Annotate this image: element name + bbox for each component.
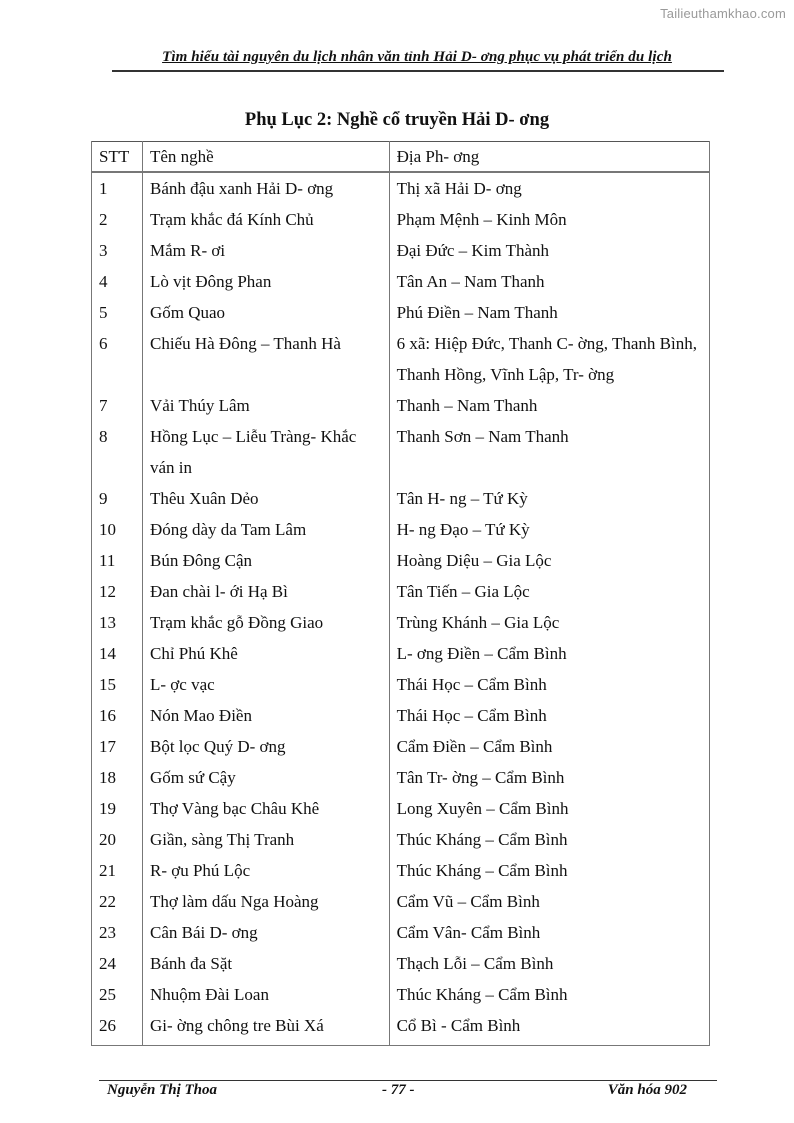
cell-locality: Thái Học – Cẩm Bình bbox=[389, 700, 709, 731]
cell-craft-name: Chỉ Phú Khê bbox=[142, 638, 389, 669]
header-locality: Địa Ph- ơng bbox=[389, 142, 709, 173]
table-row bbox=[92, 855, 710, 886]
footer-rule bbox=[99, 1080, 717, 1081]
cell-locality: Thúc Kháng – Cẩm Bình bbox=[389, 979, 709, 1010]
cell-locality: Cẩm Vân- Cẩm Bình bbox=[389, 917, 709, 948]
table-row bbox=[92, 669, 710, 700]
cell-locality: Trùng Khánh – Gia Lộc bbox=[389, 607, 709, 638]
cell-craft-name: Trạm khắc đá Kính Chủ bbox=[142, 204, 389, 235]
cell-stt: 19 bbox=[92, 793, 143, 824]
cell-locality: Tân Tr- ờng – Cẩm Bình bbox=[389, 762, 709, 793]
cell-stt: 24 bbox=[92, 948, 143, 979]
cell-craft-name: Vải Thúy Lâm bbox=[142, 390, 389, 421]
page-footer bbox=[107, 1082, 687, 1106]
cell-locality: H- ng Đạo – Tứ Kỳ bbox=[389, 514, 709, 545]
cell-stt: 20 bbox=[92, 824, 143, 855]
table-row bbox=[92, 917, 710, 948]
cell-craft-name: Gi- ờng chông tre Bùi Xá bbox=[142, 1010, 389, 1046]
cell-craft-name: Hồng Lục – Liễu Tràng- Khắc ván in bbox=[142, 421, 389, 483]
cell-stt: 17 bbox=[92, 731, 143, 762]
cell-craft-name: Bún Đông Cận bbox=[142, 545, 389, 576]
cell-craft-name: Chiếu Hà Đông – Thanh Hà bbox=[142, 328, 389, 390]
cell-locality: Cẩm Điền – Cẩm Bình bbox=[389, 731, 709, 762]
cell-stt: 10 bbox=[92, 514, 143, 545]
table-row bbox=[92, 576, 710, 607]
cell-stt: 21 bbox=[92, 855, 143, 886]
cell-stt: 14 bbox=[92, 638, 143, 669]
table-header-row bbox=[92, 142, 710, 173]
cell-stt: 1 bbox=[92, 172, 143, 204]
cell-stt: 16 bbox=[92, 700, 143, 731]
cell-stt: 23 bbox=[92, 917, 143, 948]
footer-author: Nguyễn Thị Thoa bbox=[107, 1082, 218, 1098]
cell-stt: 7 bbox=[92, 390, 143, 421]
cell-stt: 9 bbox=[92, 483, 143, 514]
table-row bbox=[92, 483, 710, 514]
table-row bbox=[92, 793, 710, 824]
table-row bbox=[92, 390, 710, 421]
cell-stt: 6 bbox=[92, 328, 143, 390]
cell-craft-name: Trạm khắc gỗ Đồng Giao bbox=[142, 607, 389, 638]
cell-craft-name: Nhuộm Đài Loan bbox=[142, 979, 389, 1010]
cell-locality: L- ơng Điền – Cẩm Bình bbox=[389, 638, 709, 669]
cell-stt: 11 bbox=[92, 545, 143, 576]
cell-craft-name: Bánh đa Sặt bbox=[142, 948, 389, 979]
table-row bbox=[92, 762, 710, 793]
table-row bbox=[92, 235, 710, 266]
table-row bbox=[92, 638, 710, 669]
watermark: Tailieuthamkhao.com bbox=[660, 6, 786, 21]
cell-craft-name: R- ợu Phú Lộc bbox=[142, 855, 389, 886]
table-row bbox=[92, 824, 710, 855]
cell-locality: Tân H- ng – Tứ Kỳ bbox=[389, 483, 709, 514]
cell-craft-name: Giần, sàng Thị Tranh bbox=[142, 824, 389, 855]
table-row bbox=[92, 297, 710, 328]
cell-locality: Thúc Kháng – Cẩm Bình bbox=[389, 855, 709, 886]
cell-stt: 3 bbox=[92, 235, 143, 266]
cell-locality: Phú Điền – Nam Thanh bbox=[389, 297, 709, 328]
cell-stt: 25 bbox=[92, 979, 143, 1010]
table-row bbox=[92, 731, 710, 762]
table-row bbox=[92, 979, 710, 1010]
cell-locality: Thanh Sơn – Nam Thanh bbox=[389, 421, 709, 483]
page-number: - 77 - bbox=[382, 1082, 415, 1098]
cell-craft-name: Cân Bái D- ơng bbox=[142, 917, 389, 948]
table-row bbox=[92, 421, 710, 483]
cell-stt: 5 bbox=[92, 297, 143, 328]
cell-locality: Thị xã Hải D- ơng bbox=[389, 172, 709, 204]
cell-stt: 18 bbox=[92, 762, 143, 793]
cell-craft-name: L- ợc vạc bbox=[142, 669, 389, 700]
cell-locality: Cổ Bì - Cẩm Bình bbox=[389, 1010, 709, 1046]
header-stt: STT bbox=[92, 142, 143, 173]
running-header: Tìm hiểu tài nguyên du lịch nhân văn tỉnh Hải D- ơng phục vụ phát triển du lịch bbox=[162, 49, 672, 65]
cell-stt: 8 bbox=[92, 421, 143, 483]
table-row bbox=[92, 545, 710, 576]
cell-locality: Tân Tiến – Gia Lộc bbox=[389, 576, 709, 607]
table-row bbox=[92, 514, 710, 545]
appendix-title: Phụ Lục 2: Nghề cổ truyền Hải D- ơng bbox=[244, 110, 550, 130]
cell-craft-name: Thêu Xuân Dẻo bbox=[142, 483, 389, 514]
table-row bbox=[92, 948, 710, 979]
cell-locality: Đại Đức – Kim Thành bbox=[389, 235, 709, 266]
cell-craft-name: Lò vịt Đông Phan bbox=[142, 266, 389, 297]
cell-craft-name: Bánh đậu xanh Hải D- ơng bbox=[142, 172, 389, 204]
cell-craft-name: Đóng dày da Tam Lâm bbox=[142, 514, 389, 545]
cell-locality: Cẩm Vũ – Cẩm Bình bbox=[389, 886, 709, 917]
table-row bbox=[92, 1010, 710, 1046]
cell-locality: Phạm Mệnh – Kinh Môn bbox=[389, 204, 709, 235]
cell-locality: Thanh – Nam Thanh bbox=[389, 390, 709, 421]
cell-locality: Hoàng Diệu – Gia Lộc bbox=[389, 545, 709, 576]
cell-stt: 13 bbox=[92, 607, 143, 638]
cell-craft-name: Bột lọc Quý D- ơng bbox=[142, 731, 389, 762]
table-row bbox=[92, 700, 710, 731]
table-row bbox=[92, 886, 710, 917]
cell-locality: Tân An – Nam Thanh bbox=[389, 266, 709, 297]
cell-stt: 26 bbox=[92, 1010, 143, 1046]
table-row bbox=[92, 172, 710, 204]
cell-craft-name: Thợ Vàng bạc Châu Khê bbox=[142, 793, 389, 824]
crafts-table bbox=[91, 141, 710, 1046]
cell-locality: Long Xuyên – Cẩm Bình bbox=[389, 793, 709, 824]
cell-craft-name: Mắm R- ơi bbox=[142, 235, 389, 266]
cell-craft-name: Đan chài l- ới Hạ Bì bbox=[142, 576, 389, 607]
cell-stt: 15 bbox=[92, 669, 143, 700]
cell-stt: 4 bbox=[92, 266, 143, 297]
table-row bbox=[92, 328, 710, 390]
cell-locality: Thạch Lỗi – Cẩm Bình bbox=[389, 948, 709, 979]
table-row bbox=[92, 204, 710, 235]
cell-stt: 2 bbox=[92, 204, 143, 235]
table-row bbox=[92, 266, 710, 297]
cell-stt: 12 bbox=[92, 576, 143, 607]
cell-craft-name: Gốm Quao bbox=[142, 297, 389, 328]
cell-craft-name: Thợ làm dấu Nga Hoàng bbox=[142, 886, 389, 917]
cell-locality: 6 xã: Hiệp Đức, Thanh C- ờng, Thanh Bình, Thanh Hồng, Vĩnh Lập, Tr- ờng bbox=[389, 328, 709, 390]
footer-course: Văn hóa 902 bbox=[607, 1082, 687, 1098]
cell-locality: Thúc Kháng – Cẩm Bình bbox=[389, 824, 709, 855]
cell-locality: Thái Học – Cẩm Bình bbox=[389, 669, 709, 700]
cell-craft-name: Nón Mao Điền bbox=[142, 700, 389, 731]
cell-stt: 22 bbox=[92, 886, 143, 917]
header-rule bbox=[112, 70, 724, 72]
cell-craft-name: Gốm sứ Cậy bbox=[142, 762, 389, 793]
header-craft-name: Tên nghề bbox=[142, 142, 389, 173]
table-row bbox=[92, 607, 710, 638]
